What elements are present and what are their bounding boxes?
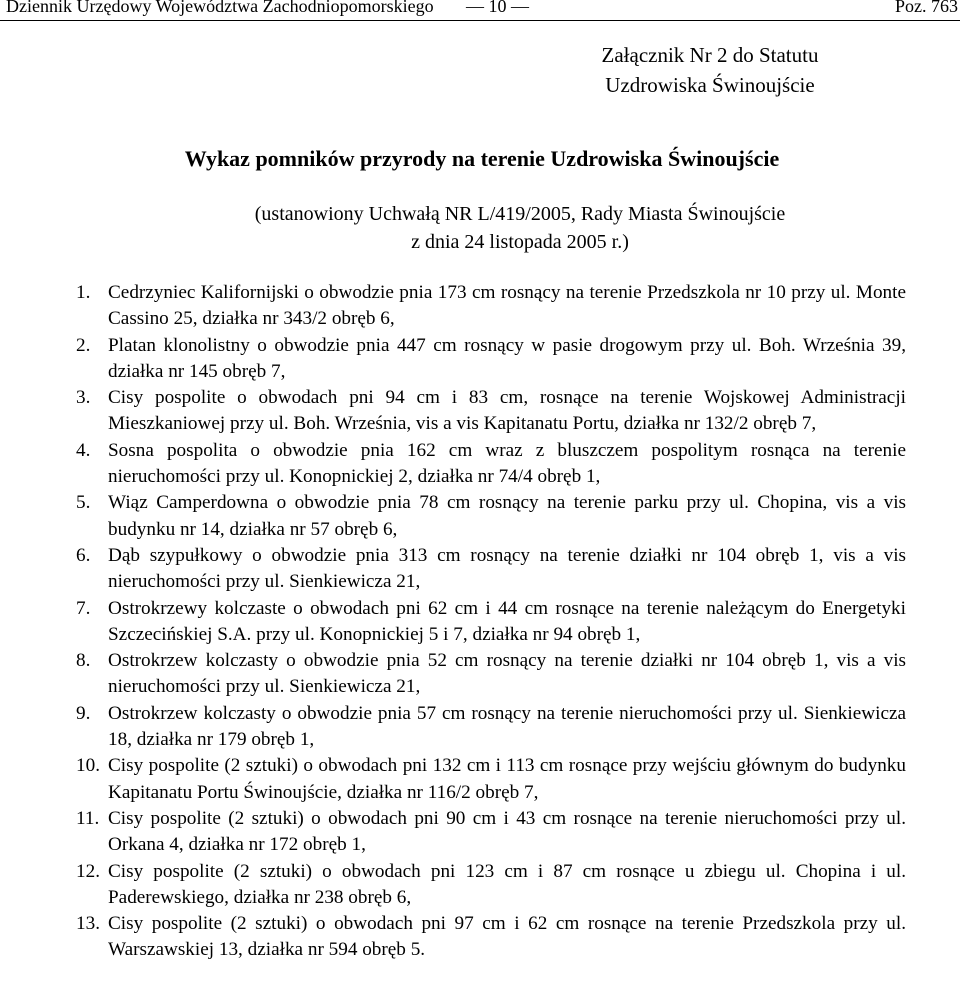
list-item [76,438,906,491]
item-text: Ostrokrzew kolczasty o obwodzie pnia 57 cm rosnący na terenie nieruchomości przy ul. Sienkiewicza 18, działka nr 179 obręb 1, [108,702,906,751]
position-number: Poz. 763 [895,0,958,16]
annex-line-1: Załącznik Nr 2 do Statutu [601,43,819,67]
item-number: 13. [76,913,100,935]
item-text: Cisy pospolite o obwodach pni 94 cm i 83 cm, rosnące na terenie Wojskowej Administracji Mieszkaniowej przy ul. Boh. Września, vis a vis Kapitanatu Portu, działka nr 132/2 obręb 7, [108,387,906,435]
item-text: Cisy pospolite (2 sztuki) o obwodach pni 123 cm i 87 cm rosnące u zbiegu ul. Chopina i ul. Paderewskiego, działka nr 238 obręb 6, [108,860,906,908]
list-item [76,280,906,333]
subtitle-line-2: z dnia 24 listopada 2005 r.) [411,231,629,253]
page-header [0,0,960,24]
journal-title: Dziennik Urzędowy Województwa Zachodniopomorskiego [6,0,434,16]
item-text: Ostrokrzew kolczasty o obwodzie pnia 52 cm rosnący na terenie działki nr 104 obręb 1, vis a vis nieruchomości przy ul. Sienkiewicza 21, [108,650,906,698]
list-item [76,385,906,438]
list-item [76,701,906,754]
list-item [76,753,906,806]
list-item [76,911,906,964]
item-number: 6. [76,544,91,566]
item-number: 10. [76,755,100,777]
monuments-list [76,280,906,964]
item-text: Cedrzyniec Kalifornijski o obwodzie pnia 173 cm rosnący na terenie Przedszkola nr 10 przy ul. Monte Cassino 25, działka nr 343/2 obręb 6, [108,282,906,330]
item-text: Cisy pospolite (2 sztuki) o obwodach pni 132 cm i 113 cm rosnące przy wejściu głównym do budynku Kapitanatu Portu Świnoujście, działka nr 116/2 obręb 7, [108,755,906,803]
item-text: Platan klonolistny o obwodzie pnia 447 cm rosnący w pasie drogowym przy ul. Boh. Września 39, działka nr 145 obręb 7, [108,334,906,382]
item-number: 2. [76,334,91,356]
item-text: Wiąz Camperdowna o obwodzie pnia 78 cm rosnący na terenie parku przy ul. Chopina, vis a vis budynku nr 14, działka nr 57 obręb 6, [108,492,906,540]
item-text: Sosna pospolita o obwodzie pnia 162 cm wraz z bluszczem pospolitym rosnąca na terenie nieruchomości przy ul. Konopnickiej 2, działka nr 74/4 obręb 1, [108,439,906,488]
list-item [76,596,906,649]
list-item [76,648,906,701]
page-number: — 10 — [466,0,529,16]
list-item [76,806,906,859]
item-number: 7. [76,597,91,619]
item-number: 12. [76,860,100,882]
list-item [76,333,906,386]
list-item [76,859,906,912]
item-text: Ostrokrzewy kolczaste o obwodach pni 62 cm i 44 cm rosnące na terenie należącym do Energetyki Szczecińskiej S.A. przy ul. Konopnickiej 5 i 7, działka nr 94 obręb 1, [108,597,906,645]
document-subtitle [200,200,840,256]
item-text: Cisy pospolite (2 sztuki) o obwodach pni 97 cm i 62 cm rosnące na terenie Przedszkola przy ul. Warszawskiej 13, działka nr 594 obręb 5. [108,913,906,961]
document-title: Wykaz pomników przyrody na terenie Uzdrowiska Świnoujście [184,146,780,171]
item-number: 9. [76,702,91,724]
item-number: 8. [76,650,91,672]
item-number: 1. [76,282,91,303]
subtitle-line-1: (ustanowiony Uchwałą NR L/419/2005, Rady Miasta Świnoujście [254,203,786,225]
item-text: Cisy pospolite (2 sztuki) o obwodach pni 90 cm i 43 cm rosnące na terenie nieruchomości przy ul. Orkana 4, działka nr 172 obręb 1, [108,807,906,856]
annex-line-2: Uzdrowiska Świnoujście [605,73,815,97]
annex-heading [540,40,880,100]
list-item [76,543,906,596]
item-number: 5. [76,492,91,514]
list-item [76,490,906,543]
item-number: 3. [76,387,91,409]
item-number: 11. [76,807,100,829]
header-rule [0,20,960,21]
item-number: 4. [76,439,91,461]
item-text: Dąb szypułkowy o obwodzie pnia 313 cm rosnący na terenie działki nr 104 obręb 1, vis a vis nieruchomości przy ul. Sienkiewicza 21, [108,544,906,593]
